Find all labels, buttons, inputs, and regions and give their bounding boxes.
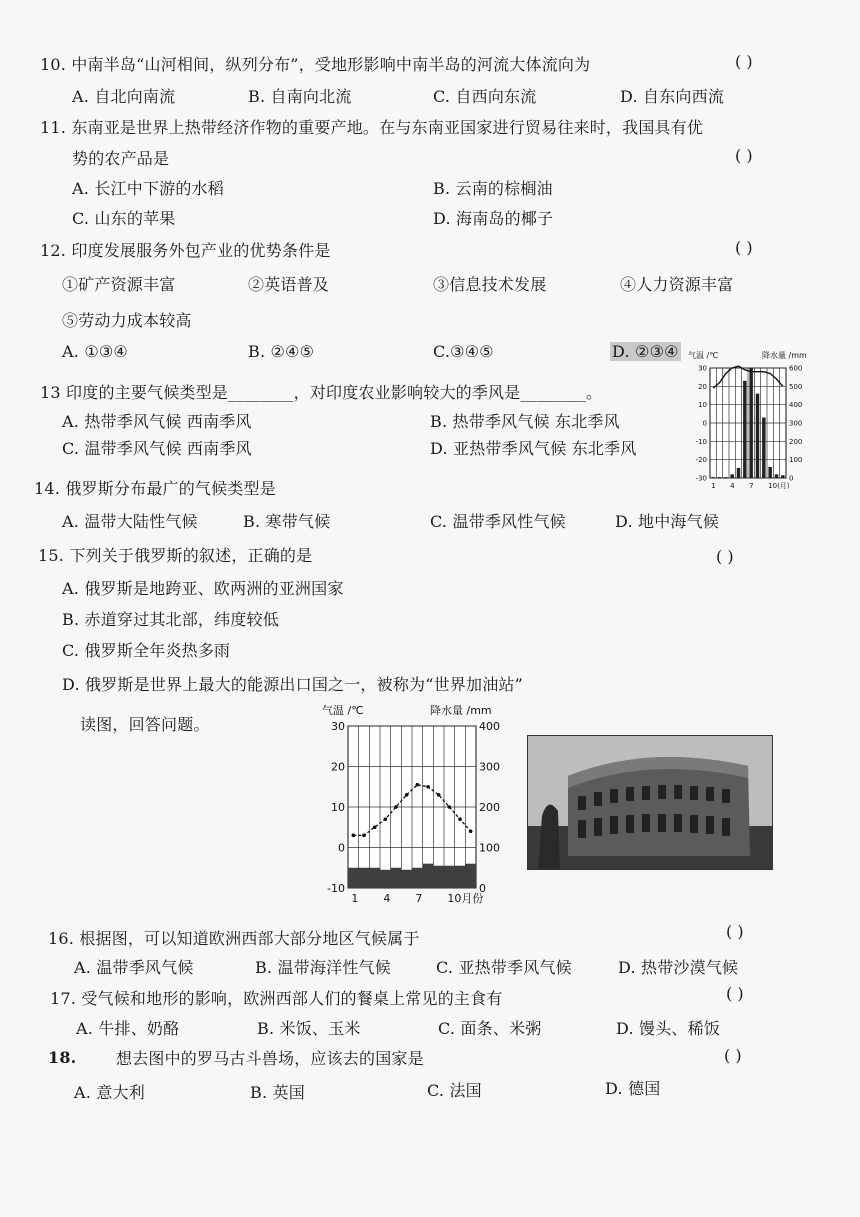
- q17-answer-paren: ( ): [726, 984, 744, 1003]
- c2-precip-bar: [369, 868, 380, 888]
- c2-precip-bar: [433, 866, 444, 888]
- c1-precip-tick-label: 200: [789, 437, 803, 446]
- c2-precip-bar: [465, 864, 476, 888]
- q11-option-a: A. 长江中下游的水稻: [72, 179, 224, 198]
- q12-statement-4: ④人力资源丰富: [620, 275, 734, 294]
- c2-precip-bar: [412, 868, 423, 888]
- c2-temperature-point: [405, 793, 409, 797]
- c1-precip-bar: [781, 475, 784, 478]
- q15-option-a: A. 俄罗斯是地跨亚、欧两洲的亚洲国家: [62, 579, 344, 598]
- q18-option-c: C. 法国: [427, 1081, 482, 1100]
- q11-option-c: C. 山东的苹果: [72, 209, 176, 228]
- c2-month-tick-label: 7: [415, 892, 423, 905]
- c1-precip-bar: [724, 477, 727, 478]
- c1-precip-bar: [762, 418, 765, 479]
- q10-stem: 10. 中南半岛“山河相间，纵列分布”，受地形影响中南半岛的河流大体流向为: [40, 55, 591, 74]
- c2-precip-bar: [380, 870, 391, 888]
- q15-option-c: C. 俄罗斯全年炎热多雨: [62, 641, 231, 660]
- c1-month-tick-label: 7: [749, 482, 754, 490]
- q14-option-b: B. 寒带气候: [243, 512, 331, 531]
- c1-precip-tick-label: 300: [789, 419, 803, 428]
- q17-option-a: A. 牛排、奶酪: [76, 1019, 180, 1038]
- western-europe-climate-chart: [318, 702, 518, 906]
- c2-precip-bar: [391, 868, 402, 888]
- q12-statement-5: ⑤劳动力成本较高: [62, 311, 192, 330]
- c2-precip-tick-label: 300: [479, 760, 500, 774]
- q18-number: 18.: [48, 1048, 77, 1067]
- c1-precip-bar: [711, 477, 714, 478]
- c1-temp-tick-label: -30: [695, 474, 707, 483]
- reading-prompt: 读图，回答问题。: [80, 715, 210, 734]
- c2-temperature-point: [458, 817, 462, 821]
- c1-precip-bar: [743, 381, 746, 478]
- c1-temp-tick-label: 0: [702, 419, 707, 428]
- chart2-precip-axis-label: 降水量 /mm: [430, 704, 492, 717]
- q14-option-d: D. 地中海气候: [615, 512, 720, 531]
- q11-stem-line1: 11. 东南亚是世界上热带经济作物的重要产地。在与东南亚国家进行贸易往来时，我国具有优: [40, 118, 704, 137]
- q10-answer-paren: ( ): [735, 52, 753, 71]
- q13-option-c: C. 温带季风气候 西南季风: [62, 439, 252, 458]
- c1-precip-bar: [730, 474, 733, 478]
- india-climate-chart: [684, 348, 820, 498]
- c1-precip-bar: [775, 474, 778, 478]
- q14-option-a: A. 温带大陆性气候: [62, 512, 198, 531]
- q13-option-a: A. 热带季风气候 西南季风: [62, 412, 252, 431]
- c2-temperature-point: [426, 785, 430, 789]
- q12-statement-3: ③信息技术发展: [433, 275, 547, 294]
- c2-precip-bar: [455, 866, 466, 888]
- q14-stem: 14. 俄罗斯分布最广的气候类型是: [34, 479, 276, 498]
- c2-temp-tick-label: -10: [327, 881, 345, 895]
- c1-precip-tick-label: 600: [789, 364, 803, 373]
- c2-temperature-point: [373, 825, 377, 829]
- q18-option-b: B. 英国: [250, 1083, 305, 1102]
- c2-precip-tick-label: 0: [479, 881, 486, 895]
- c1-precip-bar: [768, 467, 771, 478]
- q12-option-d: D. ②③④: [612, 342, 679, 361]
- q16-answer-paren: ( ): [726, 922, 744, 941]
- c1-precip-bar: [737, 468, 740, 478]
- c1-month-tick-label: 10(月): [768, 482, 790, 490]
- q15-option-d: D. 俄罗斯是世界上最大的能源出口国之一，被称为“世界加油站”: [62, 675, 523, 694]
- q10-option-c: C. 自西向东流: [433, 87, 537, 106]
- c2-precip-tick-label: 100: [479, 841, 500, 855]
- c1-month-tick-label: 4: [730, 482, 735, 490]
- q17-stem: 17. 受气候和地形的影响，欧洲西部人们的餐桌上常见的主食有: [50, 989, 503, 1008]
- chart2-temp-axis-label: 气温 /℃: [322, 704, 364, 717]
- c2-temperature-point: [448, 805, 452, 809]
- q18-option-a: A. 意大利: [74, 1083, 145, 1102]
- c2-temperature-point: [362, 834, 366, 838]
- q15-stem: 15. 下列关于俄罗斯的叙述，正确的是: [38, 546, 313, 565]
- c2-temp-tick-label: 10: [331, 800, 345, 814]
- q14-option-c: C. 温带季风性气候: [430, 512, 566, 531]
- c2-temperature-point: [394, 805, 398, 809]
- q16-option-c: C. 亚热带季风气候: [436, 958, 572, 977]
- c2-precip-bar: [359, 868, 370, 888]
- c2-temperature-point: [352, 834, 356, 838]
- q13-option-b: B. 热带季风气候 东北季风: [430, 412, 620, 431]
- q10-option-d: D. 自东向西流: [620, 87, 725, 106]
- q12-statement-2: ②英语普及: [248, 275, 330, 294]
- c1-precip-tick-label: 0: [789, 474, 794, 483]
- c2-precip-tick-label: 200: [479, 800, 500, 814]
- c1-precip-tick-label: 100: [789, 456, 803, 465]
- q12-stem: 12. 印度发展服务外包产业的优势条件是: [40, 241, 331, 260]
- c2-temp-tick-label: 0: [338, 841, 345, 855]
- colosseum-illustration: [528, 736, 772, 869]
- q13-stem: 13 印度的主要气候类型是________，对印度农业影响较大的季风是________。: [40, 383, 603, 402]
- c1-precip-bar: [718, 477, 721, 478]
- c2-month-tick-label: 4: [383, 892, 391, 905]
- colosseum-photo: [527, 735, 773, 870]
- c2-temperature-point: [384, 817, 388, 821]
- chart1-temp-axis-label: 气温 /℃: [688, 351, 719, 360]
- q11-stem-line2: 势的农产品是: [72, 149, 170, 168]
- c2-temperature-point: [437, 793, 441, 797]
- c1-temp-tick-label: -10: [695, 437, 707, 446]
- c2-precip-bar: [401, 870, 412, 888]
- q16-option-d: D. 热带沙漠气候: [618, 958, 739, 977]
- q17-option-d: D. 馒头、稀饭: [616, 1019, 721, 1038]
- q16-option-a: A. 温带季风气候: [74, 958, 194, 977]
- c2-precip-bar: [423, 864, 434, 888]
- q11-option-d: D. 海南岛的椰子: [433, 209, 554, 228]
- q10-option-a: A. 自北向南流: [72, 87, 176, 106]
- c2-precip-bar: [444, 866, 455, 888]
- q18-option-d: D. 德国: [605, 1079, 661, 1098]
- c1-precip-tick-label: 400: [789, 401, 803, 410]
- c2-precip-tick-label: 400: [479, 719, 500, 733]
- q17-option-c: C. 面条、米粥: [438, 1019, 542, 1038]
- q18-stem: 想去图中的罗马古斗兽场，应该去的国家是: [116, 1049, 424, 1068]
- q16-option-b: B. 温带海洋性气候: [255, 958, 391, 977]
- q10-option-b: B. 自南向北流: [248, 87, 352, 106]
- c1-temp-tick-label: 10: [698, 401, 707, 410]
- c2-temp-tick-label: 30: [331, 719, 345, 733]
- chart1-precip-axis-label: 降水量 /mm: [762, 351, 807, 360]
- q12-answer-paren: ( ): [735, 238, 753, 257]
- q16-stem: 16. 根据图，可以知道欧洲西部大部分地区气候属于: [48, 929, 420, 948]
- q15-option-b: B. 赤道穿过其北部，纬度较低: [62, 610, 279, 629]
- c2-temp-tick-label: 20: [331, 760, 345, 774]
- c1-precip-bar: [749, 368, 752, 478]
- c1-month-tick-label: 1: [711, 482, 716, 490]
- c2-month-tick-label: 10月份: [447, 892, 484, 905]
- c2-temperature-point: [416, 783, 420, 787]
- c2-month-tick-label: 1: [351, 892, 359, 905]
- q13-option-d: D. 亚热带季风气候 东北季风: [430, 439, 637, 458]
- c2-temperature-point: [469, 830, 473, 834]
- c2-precip-bar: [348, 868, 359, 888]
- c1-precip-tick-label: 500: [789, 382, 803, 391]
- q11-answer-paren: ( ): [735, 146, 753, 165]
- c1-precip-bar: [756, 394, 759, 478]
- q18-answer-paren: ( ): [724, 1046, 742, 1065]
- q12-option-b: B. ②④⑤: [248, 342, 315, 361]
- c1-temp-tick-label: 30: [698, 364, 707, 373]
- q12-option-c: C.③④⑤: [433, 342, 494, 361]
- c1-temp-tick-label: -20: [695, 456, 707, 465]
- q15-answer-paren: ( ): [716, 547, 734, 566]
- c1-temp-tick-label: 20: [698, 382, 707, 391]
- q12-statement-1: ①矿产资源丰富: [62, 275, 176, 294]
- q12-option-a: A. ①③④: [62, 342, 128, 361]
- q17-option-b: B. 米饭、玉米: [257, 1019, 361, 1038]
- q11-option-b: B. 云南的棕榈油: [433, 179, 553, 198]
